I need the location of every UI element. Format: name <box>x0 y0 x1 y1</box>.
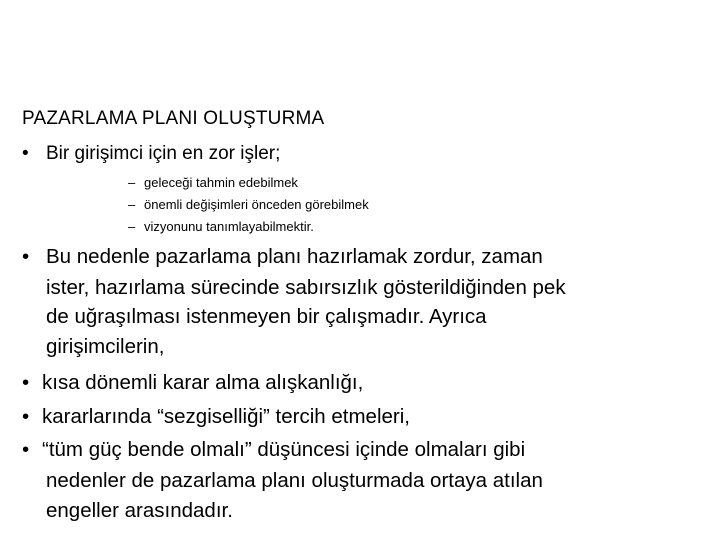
dash-icon: – <box>128 219 136 234</box>
bullet-item <box>22 404 410 431</box>
sub-bullet-text: vizyonunu tanımlayabilmektir. <box>144 219 314 234</box>
bullet-icon: • <box>22 371 30 394</box>
bullet-continuation: girişimcilerin, <box>46 335 165 358</box>
dash-icon: – <box>128 175 136 190</box>
slide-title: PAZARLAMA PLANI OLUŞTURMA <box>22 108 325 129</box>
bullet-item <box>22 437 525 464</box>
bullet-icon: • <box>22 405 30 428</box>
bullet-text: “tüm güç bende olmalı” düşüncesi içinde olmaları gibi <box>42 438 526 461</box>
sub-bullet-item <box>128 216 314 237</box>
sub-bullet-item <box>128 194 369 215</box>
bullet-icon: • <box>22 245 30 268</box>
bullet-continuation: ister, hazırlama sürecinde sabırsızlık gösterildiğinden pek <box>46 276 566 299</box>
bullet-continuation: engeller arasındadır. <box>46 499 233 522</box>
dash-icon: – <box>128 197 136 212</box>
bullet-icon: • <box>22 143 29 164</box>
sub-bullet-text: önemli değişimleri önceden görebilmek <box>144 197 369 212</box>
bullet-item <box>22 141 280 167</box>
bullet-text: kararlarında “sezgiselliği” tercih etmeleri, <box>42 405 410 428</box>
bullet-text: kısa dönemli karar alma alışkanlığı, <box>42 371 364 394</box>
bullet-text: Bu nedenle pazarlama planı hazırlamak zordur, zaman <box>46 245 543 268</box>
sub-bullet-text: geleceği tahmin edebilmek <box>144 175 298 190</box>
bullet-item <box>22 370 363 397</box>
bullet-continuation: de uğraşılması istenmeyen bir çalışmadır. Ayrıca <box>46 305 487 328</box>
sub-bullet-item <box>128 172 298 193</box>
bullet-item <box>22 244 543 271</box>
bullet-continuation: nedenler de pazarlama planı oluşturmada ortaya atılan <box>46 469 543 492</box>
bullet-text: Bir girişimci için en zor işler; <box>46 143 281 164</box>
bullet-icon: • <box>22 438 30 461</box>
